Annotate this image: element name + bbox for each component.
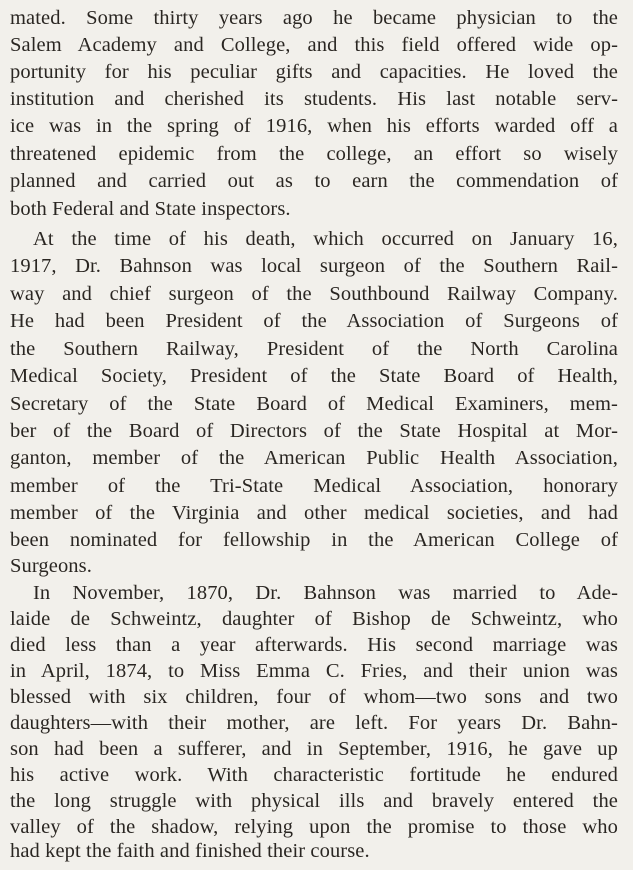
- text-line: Surgeons.: [10, 555, 92, 577]
- text-line: mated. Some thirty years ago he became physician to the: [10, 7, 618, 29]
- text-line: portunity for his peculiar gifts and capacities. He loved the: [10, 61, 618, 83]
- text-line: in April, 1874, to Miss Emma C. Fries, and their union was: [10, 660, 618, 682]
- text-line: laide de Schweintz, daughter of Bishop de Schweintz, who: [10, 608, 618, 630]
- text-line: died less than a year afterwards. His second marriage was: [10, 634, 618, 656]
- text-line: threatened epidemic from the college, an effort so wisely: [10, 143, 618, 165]
- text-line: blessed with six children, four of whom—two sons and two: [10, 686, 618, 708]
- paragraph-start-line: In November, 1870, Dr. Bahnson was married to Ade-: [33, 582, 618, 604]
- text-line: member of the Virginia and other medical societies, and had: [10, 502, 618, 524]
- paragraph-start-line: At the time of his death, which occurred on January 16,: [33, 228, 618, 250]
- text-line: institution and cherished its students. His last notable serv-: [10, 88, 618, 110]
- text-line: Medical Society, President of the State Board of Health,: [10, 365, 618, 387]
- text-line: Salem Academy and College, and this field offered wide op-: [10, 34, 618, 56]
- text-line: member of the Tri-State Medical Association, honorary: [10, 475, 618, 497]
- text-line: been nominated for fellowship in the American College of: [10, 529, 618, 551]
- text-line: his active work. With characteristic fortitude he endured: [10, 764, 618, 786]
- text-line: 1917, Dr. Bahnson was local surgeon of the Southern Rail-: [10, 255, 618, 277]
- text-line: the long struggle with physical ills and bravely entered the: [10, 790, 618, 812]
- text-line: planned and carried out as to earn the commendation of: [10, 170, 618, 192]
- text-line: Secretary of the State Board of Medical Examiners, mem-: [10, 393, 618, 415]
- text-line: ice was in the spring of 1916, when his efforts warded off a: [10, 115, 618, 137]
- text-line: valley of the shadow, relying upon the promise to those who: [10, 816, 618, 838]
- text-line: He had been President of the Association of Surgeons of: [10, 310, 618, 332]
- text-line: both Federal and State inspectors.: [10, 198, 291, 220]
- text-line: had kept the faith and finished their course.: [10, 840, 370, 862]
- text-line: ganton, member of the American Public Health Association,: [10, 447, 618, 469]
- text-line: daughters—with their mother, are left. For years Dr. Bahn-: [10, 712, 618, 734]
- text-line: son had been a sufferer, and in September, 1916, he gave up: [10, 738, 618, 760]
- text-line: ber of the Board of Directors of the State Hospital at Mor-: [10, 420, 618, 442]
- text-line: way and chief surgeon of the Southbound Railway Company.: [10, 283, 618, 305]
- text-line: the Southern Railway, President of the North Carolina: [10, 338, 618, 360]
